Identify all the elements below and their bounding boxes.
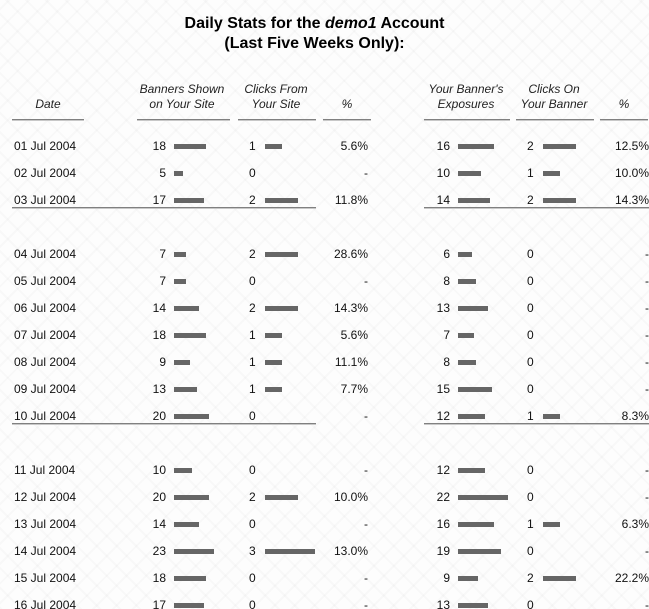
banners-shown-bar [174,387,197,392]
clicks-from-value: 1 [249,328,256,342]
exposures-value: 22 [436,490,450,504]
banners-shown-value: 17 [152,193,166,207]
exposures-bar [458,522,494,527]
pct-on-value: 6.3% [621,517,649,531]
exposures-value: 16 [436,139,450,153]
banners-shown-bar [174,279,186,284]
clicks-on-bar [543,198,576,203]
clicks-on-value: 1 [527,166,534,180]
clicks-from-value: 0 [249,166,256,180]
banners-shown-value: 7 [159,247,166,261]
clicks-from-bar [265,495,298,500]
clicks-from-bar [265,198,298,203]
header-clicks-from: Clicks From Your Site [244,82,308,111]
clicks-on-bar [543,144,576,149]
banners-shown-value: 17 [152,598,166,609]
date-cell: 08 Jul 2004 [14,355,77,369]
banners-shown-value: 14 [152,517,166,531]
clicks-on-value: 0 [527,544,534,558]
header-date: Date [35,97,61,111]
pct-on-value: - [645,247,649,261]
exposures-bar [458,603,488,608]
pct-from-value: - [364,409,368,423]
pct-on-value: 12.5% [614,139,649,153]
pct-from-value: 11.8% [334,193,368,207]
exposures-value: 12 [436,463,450,477]
exposures-value: 9 [443,571,450,585]
clicks-from-value: 3 [249,544,256,558]
pct-on-value: 8.3% [621,409,649,423]
clicks-on-value: 2 [527,139,534,153]
clicks-from-bar [265,144,282,149]
banners-shown-value: 18 [152,328,166,342]
header-rule-date [12,119,84,121]
exposures-bar [458,144,494,149]
clicks-from-value: 2 [249,193,256,207]
banners-shown-bar [174,414,209,419]
date-cell: 03 Jul 2004 [14,193,77,207]
exposures-value: 6 [443,247,450,261]
banners-shown-value: 18 [152,571,166,585]
exposures-value: 16 [436,517,450,531]
clicks-on-value: 2 [527,571,534,585]
pct-on-value: - [645,355,649,369]
clicks-from-value: 1 [249,382,256,396]
header-rule-clicks-from [238,119,316,121]
date-cell: 13 Jul 2004 [14,517,77,531]
exposures-value: 10 [436,166,450,180]
banners-shown-bar [174,468,192,473]
header-pct-from: % [341,97,353,111]
banners-shown-bar [174,576,206,581]
banners-shown-bar [174,144,206,149]
pct-on-value: - [645,328,649,342]
pct-from-value: 11.1% [334,355,368,369]
date-cell: 01 Jul 2004 [14,139,77,153]
clicks-from-bar [265,360,282,365]
date-cell: 14 Jul 2004 [14,544,77,558]
exposures-value: 13 [436,301,450,315]
exposures-bar [458,414,485,419]
pct-from-value: - [364,463,368,477]
week-divider-right [424,207,649,209]
date-cell: 02 Jul 2004 [14,166,77,180]
title-line-1 [0,14,629,34]
clicks-on-value: 0 [527,490,534,504]
page-title [0,14,629,54]
banners-shown-bar [174,198,204,203]
header-rule-shown [137,119,230,121]
pct-from-value: 28.6% [333,247,368,261]
date-cell: 06 Jul 2004 [14,301,77,315]
clicks-from-bar [265,549,315,554]
header-rule-clicks-on [516,119,594,121]
date-cell: 11 Jul 2004 [14,463,76,477]
exposures-bar [458,171,481,176]
week-divider-left [12,423,316,425]
pct-on-value: - [645,301,649,315]
pct-from-value: 13.0% [333,544,368,558]
clicks-from-value: 1 [249,139,256,153]
date-cell: 09 Jul 2004 [14,382,77,396]
pct-from-value: 5.6% [340,328,368,342]
header-pct-on: % [618,97,630,111]
banners-shown-bar [174,333,206,338]
pct-on-value: - [645,490,649,504]
exposures-bar [458,549,501,554]
banners-shown-value: 7 [159,274,166,288]
clicks-on-bar [543,414,560,419]
exposures-value: 8 [443,274,450,288]
week-divider-right [424,423,649,425]
exposures-bar [458,360,476,365]
date-cell: 05 Jul 2004 [14,274,77,288]
exposures-value: 14 [436,193,450,207]
banners-shown-bar [174,522,199,527]
exposures-value: 8 [443,355,450,369]
clicks-on-value: 0 [527,382,534,396]
banners-shown-value: 5 [159,166,166,180]
clicks-on-value: 2 [527,193,534,207]
clicks-from-value: 0 [249,598,256,609]
pct-from-value: 7.7% [340,382,368,396]
clicks-on-value: 1 [527,517,534,531]
title-line-2: (Last Five Weeks Only): [224,35,405,52]
pct-from-value: 14.3% [333,301,368,315]
header-rule-exposures [424,119,510,121]
clicks-from-value: 2 [249,490,256,504]
banners-shown-bar [174,171,183,176]
banners-shown-bar [174,549,214,554]
account-name: demo1 [325,15,377,32]
pct-on-value: 22.2% [614,571,649,585]
date-cell: 04 Jul 2004 [14,247,77,261]
clicks-from-bar [265,387,282,392]
clicks-on-value: 0 [527,328,534,342]
clicks-from-value: 1 [249,355,256,369]
exposures-bar [458,306,488,311]
banners-shown-value: 10 [152,463,166,477]
pct-on-value: - [645,463,649,477]
banners-shown-value: 13 [152,382,166,396]
exposures-bar [458,468,485,473]
date-cell: 07 Jul 2004 [14,328,77,342]
clicks-from-value: 2 [249,301,256,315]
clicks-on-value: 0 [527,301,534,315]
date-cell: 15 Jul 2004 [14,571,77,585]
pct-on-value: - [645,544,649,558]
banners-shown-bar [174,495,209,500]
exposures-bar [458,387,492,392]
week-divider-left [12,207,316,209]
exposures-bar [458,198,490,203]
banners-shown-value: 23 [152,544,166,558]
clicks-on-value: 0 [527,274,534,288]
pct-from-value: 10.0% [333,490,368,504]
clicks-on-value: 0 [527,247,534,261]
header-banners-shown: Banners Shown on Your Site [139,82,225,111]
pct-on-value: - [645,274,649,288]
exposures-value: 19 [436,544,450,558]
clicks-on-bar [543,171,560,176]
exposures-value: 13 [436,598,450,609]
clicks-on-value: 0 [527,355,534,369]
banners-shown-value: 20 [152,490,166,504]
clicks-from-value: 0 [249,517,256,531]
pct-on-value: 14.3% [614,193,649,207]
pct-from-value: - [364,166,368,180]
clicks-from-bar [265,306,298,311]
clicks-from-value: 2 [249,247,256,261]
clicks-on-value: 0 [527,598,534,609]
pct-from-value: - [364,598,368,609]
clicks-on-bar [543,522,560,527]
date-cell: 10 Jul 2004 [14,409,77,423]
pct-from-value: 5.6% [340,139,368,153]
exposures-bar [458,333,474,338]
banners-shown-value: 20 [152,409,166,423]
date-cell: 16 Jul 2004 [14,598,77,609]
pct-from-value: - [364,517,368,531]
clicks-on-bar [543,576,576,581]
banners-shown-bar [174,252,186,257]
clicks-from-bar [265,252,298,257]
exposures-value: 15 [436,382,450,396]
pct-on-value: 10.0% [614,166,649,180]
clicks-from-bar [265,333,282,338]
clicks-from-value: 0 [249,571,256,585]
pct-from-value: - [364,571,368,585]
exposures-bar [458,495,508,500]
pct-on-value: - [645,382,649,396]
banners-shown-bar [174,603,204,608]
exposures-value: 7 [443,328,450,342]
header-rule-pct-on [600,119,648,121]
date-cell: 12 Jul 2004 [14,490,77,504]
header-exposures: Your Banner's Exposures [428,82,504,111]
pct-from-value: - [364,274,368,288]
exposures-bar [458,252,472,257]
exposures-bar [458,576,478,581]
clicks-from-value: 0 [249,463,256,477]
banners-shown-bar [174,360,190,365]
banners-shown-bar [174,306,199,311]
pct-on-value: - [645,598,649,609]
banners-shown-value: 9 [159,355,166,369]
title-suffix: Account [380,15,445,32]
exposures-value: 12 [436,409,450,423]
clicks-on-value: 0 [527,463,534,477]
clicks-on-value: 1 [527,409,534,423]
exposures-bar [458,279,476,284]
header-clicks-on: Clicks On Your Banner [520,82,588,111]
banners-shown-value: 18 [152,139,166,153]
clicks-from-value: 0 [249,409,256,423]
banners-shown-value: 14 [152,301,166,315]
title-prefix: Daily Stats for the [184,15,321,32]
header-rule-pct-from [323,119,371,121]
clicks-from-value: 0 [249,274,256,288]
